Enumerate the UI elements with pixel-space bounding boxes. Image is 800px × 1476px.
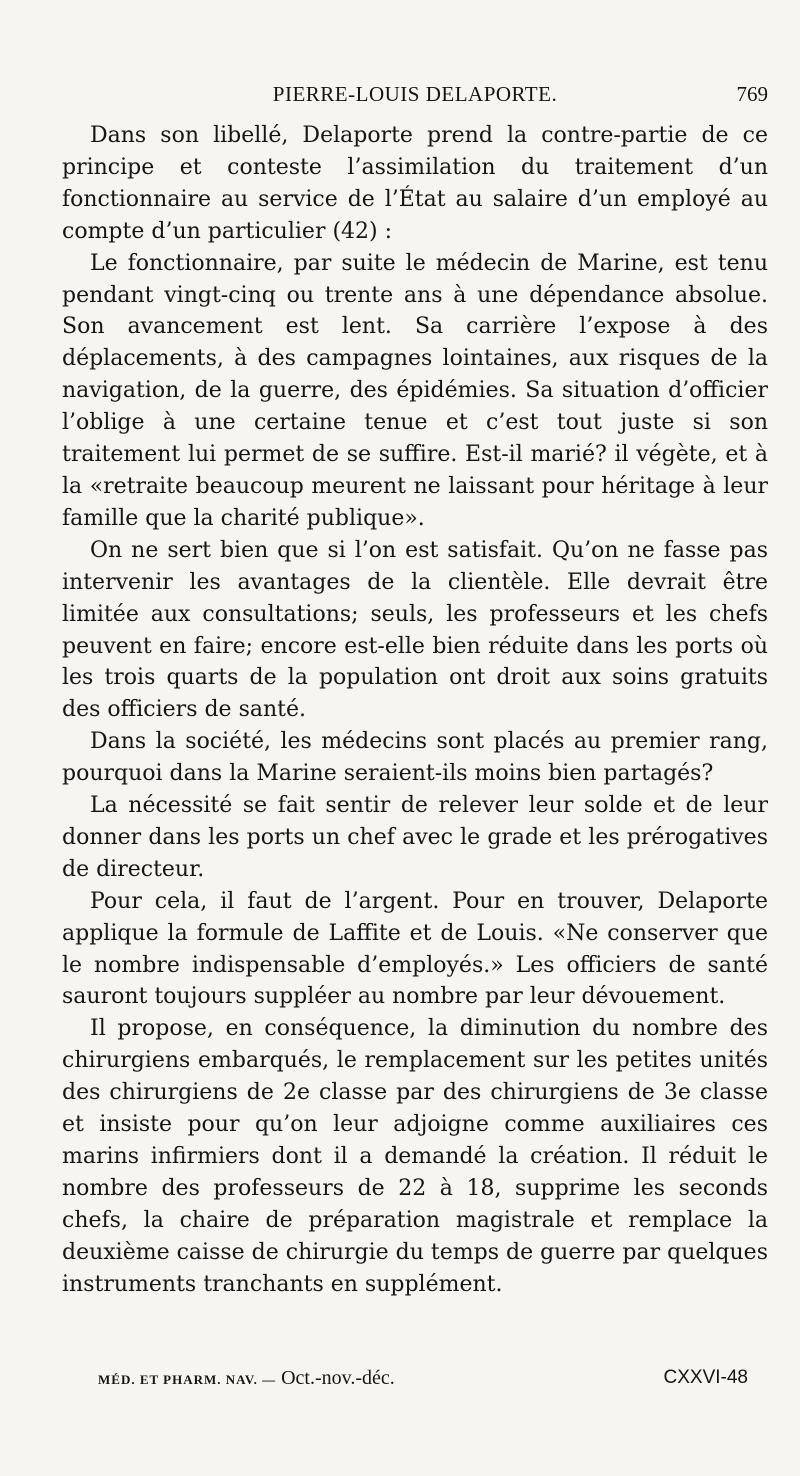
paragraph: La nécessité se fait sentir de relever leur solde et de leur donner dans les ports un chef avec le grade et les prérogatives de directeur. [62,793,768,882]
paragraph: Il propose, en conséquence, la diminution du nombre des chirurgiens embarqués, le remplacement sur les petites unités des chirurgiens de 2e classe par des chirurgiens de 3e classe et insiste pour qu’on leur adjoigne comme auxiliaires ces marins infirmiers dont il a demandé la création. Il réduit le nombre des professeurs de 22 à 18, supprime les seconds chefs, la chaire de préparation magistrale et remplace la deuxième caisse de chirurgie du temps de guerre par quelques instruments tranchants en supplément. [62,1016,768,1297]
page-header [62,78,768,110]
footer-journal [98,1362,395,1396]
paragraph: Pour cela, il faut de l’argent. Pour en trouver, Delaporte applique la formule de Laffite et de Louis. «Ne conserver que le nombre indispensable d’employés.» Les officiers de santé sauront toujours suppléer au nombre par leur dévouement. [62,888,768,1010]
footer-journal-name: MÉD. ET PHARM. NAV. — [98,1372,277,1387]
paragraph: Dans son libellé, Delaporte prend la contre-partie de ce principe et conteste l’assimilation du traitement d’un fonctionnaire au service de l’État au salaire d’un employé au compte d’un particulier (42) : [62,123,768,244]
page-number: 769 [736,82,768,106]
footer-signature: CXXVI-48 [663,1367,748,1388]
footer-issue: Oct.-nov.-déc. [281,1367,395,1389]
page-footer [98,1362,748,1394]
body-text [62,120,768,1301]
running-title: PIERRE-LOUIS DELAPORTE. [272,82,558,106]
paragraph: Dans la société, les médecins sont placés au premier rang, pourquoi dans la Marine seraient-ils moins bien partagés? [62,729,768,787]
paragraph: On ne sert bien que si l’on est satisfait. Qu’on ne fasse pas intervenir les avantages de la clientèle. Elle devrait être limitée aux consultations; seuls, les professeurs et les chefs peuvent en faire; encore est-elle bien réduite dans les ports où les trois quarts de la population ont droit aux soins gratuits des officiers de santé. [62,537,768,723]
paragraph: Le fonctionnaire, par suite le médecin de Marine, est tenu pendant vingt-cinq ou trente ans à une dépendance absolue. Son avancement est lent. Sa carrière l’expose à des déplacements, à des campagnes lointaines, aux risques de la navigation, de la guerre, des épidémies. Sa situation d’officier l’oblige à une certaine tenue et c’est tout juste si son traitement lui permet de se suffire. Est-il marié? il végète, et à la «retraite beaucoup meurent ne laissant pour héritage à leur famille que la charité publique». [62,250,768,531]
